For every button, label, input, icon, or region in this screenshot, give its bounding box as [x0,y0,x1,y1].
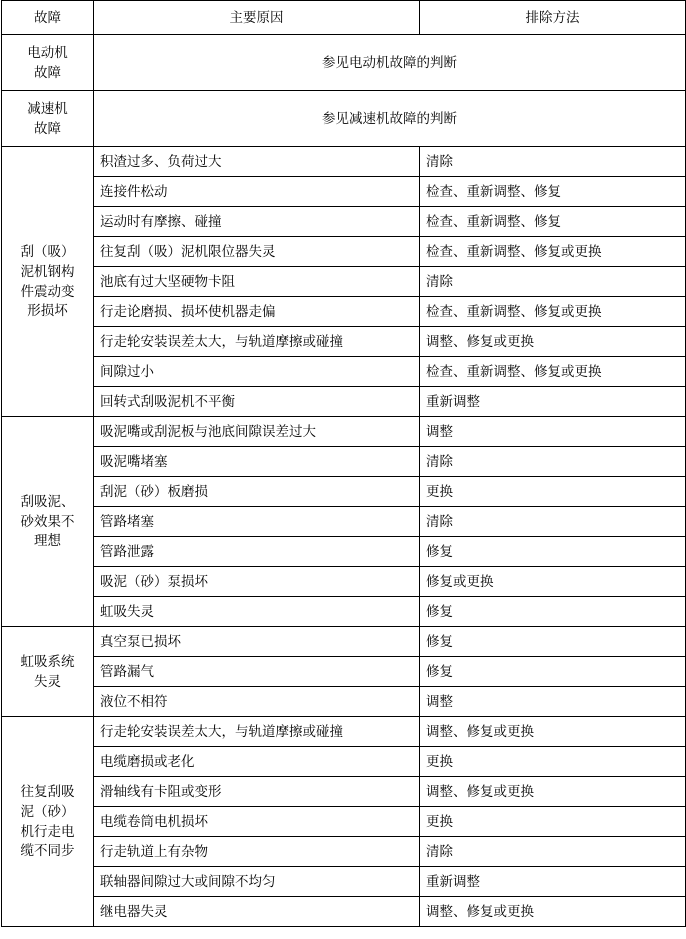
cause-cell: 电缆磨损或老化 [94,747,420,777]
table-row [2,417,686,447]
table-row [2,897,686,927]
table-row [2,177,686,207]
cause-cell: 管路泄露 [94,537,420,567]
remedy-cell: 检查、重新调整、修复或更换 [420,237,686,267]
remedy-cell: 检查、重新调整、修复或更换 [420,357,686,387]
table-row [2,687,686,717]
table-header [2,1,686,35]
cause-cell: 往复刮（吸）泥机限位器失灵 [94,237,420,267]
cause-cell: 行走轨道上有杂物 [94,837,420,867]
remedy-cell: 检查、重新调整、修复 [420,177,686,207]
remedy-cell: 检查、重新调整、修复或更换 [420,297,686,327]
table-row [2,747,686,777]
cause-cell: 回转式刮吸泥机不平衡 [94,387,420,417]
remedy-cell: 调整、修复或更换 [420,717,686,747]
cause-cell: 刮泥（砂）板磨损 [94,477,420,507]
table-row [2,837,686,867]
fault-group-label: 虹吸系统 失灵 [2,627,94,717]
table-row [2,477,686,507]
cause-cell: 间隙过小 [94,357,420,387]
table-row [2,657,686,687]
cause-cell: 液位不相符 [94,687,420,717]
remedy-cell: 清除 [420,837,686,867]
table-row [2,147,686,177]
table-row [2,777,686,807]
remedy-cell: 修复 [420,537,686,567]
table-row [2,35,686,91]
cause-cell: 运动时有摩擦、碰撞 [94,207,420,237]
remedy-cell: 调整、修复或更换 [420,327,686,357]
cause-cell: 电缆卷筒电机损坏 [94,807,420,837]
fault-troubleshooting-table [1,0,686,927]
remedy-cell: 清除 [420,507,686,537]
table-body [2,35,686,927]
remedy-cell: 调整、修复或更换 [420,897,686,927]
remedy-cell: 修复 [420,597,686,627]
remedy-cell: 调整、修复或更换 [420,777,686,807]
table-row [2,567,686,597]
remedy-cell: 更换 [420,477,686,507]
table-row [2,807,686,837]
table-header-row [2,1,686,35]
cause-cell: 池底有过大坚硬物卡阻 [94,267,420,297]
remedy-cell: 清除 [420,147,686,177]
cause-cell: 吸泥嘴或刮泥板与池底间隙误差过大 [94,417,420,447]
remedy-cell: 检查、重新调整、修复 [420,207,686,237]
table-row [2,867,686,897]
cause-cell: 滑轴线有卡阻或变形 [94,777,420,807]
table-row [2,207,686,237]
table-row [2,717,686,747]
remedy-cell: 调整 [420,687,686,717]
remedy-cell: 更换 [420,747,686,777]
cause-cell: 连接件松动 [94,177,420,207]
cause-cell: 管路堵塞 [94,507,420,537]
table-row [2,387,686,417]
cause-cell: 吸泥嘴堵塞 [94,447,420,477]
table-row [2,327,686,357]
remedy-cell: 修复 [420,627,686,657]
cause-cell: 虹吸失灵 [94,597,420,627]
table-row [2,447,686,477]
column-header-cause: 主要原因 [94,1,420,35]
cause-cell: 积渣过多、负荷过大 [94,147,420,177]
column-header-remedy: 排除方法 [420,1,686,35]
cause-cell: 行走轮安装误差太大，与轨道摩擦或碰撞 [94,327,420,357]
remedy-cell: 修复或更换 [420,567,686,597]
cause-cell: 行走轮安装误差太大，与轨道摩擦或碰撞 [94,717,420,747]
fault-group-label: 往复刮吸 泥（砂） 机行走电 缆不同步 [2,717,94,927]
remedy-cell: 调整 [420,417,686,447]
cause-cell: 吸泥（砂）泵损坏 [94,567,420,597]
table-row [2,267,686,297]
remedy-cell: 修复 [420,657,686,687]
remedy-cell: 重新调整 [420,867,686,897]
table-row [2,627,686,657]
table-row [2,537,686,567]
table-row [2,597,686,627]
remedy-cell: 更换 [420,807,686,837]
fault-group-label: 刮吸泥、 砂效果不 理想 [2,417,94,627]
fault-group-label: 电动机 故障 [2,35,94,91]
table-row [2,237,686,267]
remedy-cell: 重新调整 [420,387,686,417]
table-row [2,357,686,387]
cause-cell: 继电器失灵 [94,897,420,927]
fault-group-label: 减速机 故障 [2,91,94,147]
merged-note-cell: 参见电动机故障的判断 [94,35,686,91]
table-row [2,507,686,537]
cause-cell: 真空泵已损坏 [94,627,420,657]
table-row [2,91,686,147]
cause-cell: 管路漏气 [94,657,420,687]
cause-cell: 联轴器间隙过大或间隙不均匀 [94,867,420,897]
cause-cell: 行走论磨损、损坏使机器走偏 [94,297,420,327]
remedy-cell: 清除 [420,447,686,477]
fault-group-label: 刮（吸） 泥机钢构 件震动变 形损坏 [2,147,94,417]
column-header-fault: 故障 [2,1,94,35]
merged-note-cell: 参见减速机故障的判断 [94,91,686,147]
remedy-cell: 清除 [420,267,686,297]
table-row [2,297,686,327]
